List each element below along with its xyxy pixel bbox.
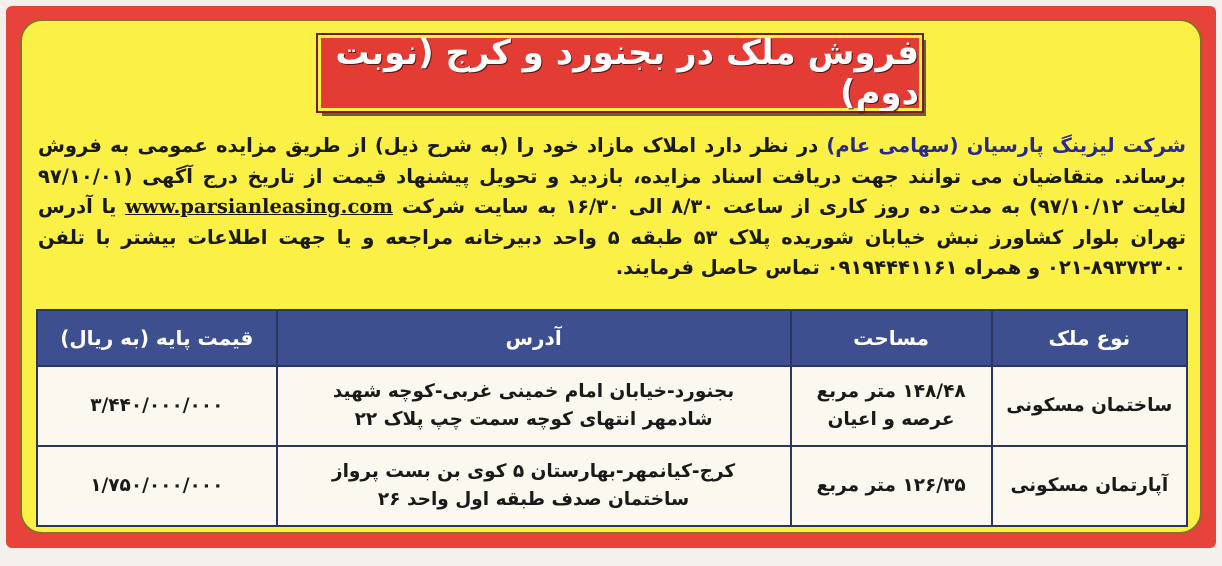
announcement-text bbox=[38, 131, 1186, 284]
title-banner bbox=[318, 35, 922, 111]
table-header-row bbox=[37, 310, 1187, 366]
header-price: قیمت پایه (به ریال) bbox=[37, 310, 277, 366]
ad-frame bbox=[6, 6, 1216, 548]
cell-address-line: شادمهر انتهای کوچه سمت چپ پلاک ۲۲ bbox=[354, 409, 713, 430]
cell-type: آپارتمان مسکونی bbox=[992, 446, 1187, 526]
header-address: آدرس bbox=[277, 310, 791, 366]
cell-price: ۱/۷۵۰/۰۰۰/۰۰۰ bbox=[37, 446, 277, 526]
header-type: نوع ملک bbox=[992, 310, 1187, 366]
announcement-part-1: در نظر دارد املاک مازاد خود را (به شرح ذیل) از طریق مزایده عمومی به فروش برساند. متقاضیان می توانند جهت دریافت اسناد مزایده، بازدید و تحویل پیشنهاد قیمت از تاریخ درج آگهی (۹۷/۱۰/۰۱ لغایت ۹۷/۱۰/۱۲) به مدت ده روز کاری از ساعت ۸/۳۰ الی ۱۶/۳۰ به سایت شرکت bbox=[38, 134, 1186, 218]
header-area: مساحت bbox=[791, 310, 992, 366]
cell-address bbox=[277, 446, 791, 526]
announcement-part-2: یا آدرس تهران بلوار کشاورز نبش خیابان شوریده پلاک ۵۳ طبقه ۵ واحد دبیرخانه مراجعه و یا جهت اطلاعات بیشتر با تلفن ۸۹۳۷۲۳۰۰-۰۲۱ و همراه ۰۹۱۹۴۴۴۱۱۶۱ تماس حاصل فرمایند. bbox=[38, 195, 1187, 279]
page-title: فروش ملک در بجنورد و کرج (نوبت دوم) bbox=[335, 33, 919, 113]
company-name: شرکت لیزینگ پارسیان (سهامی عام) bbox=[826, 134, 1186, 157]
cell-address-line: بجنورد-خیابان امام خمینی غربی-کوچه شهید bbox=[332, 381, 735, 402]
website-link[interactable]: www.parsianleasing.com bbox=[125, 195, 393, 218]
ad-panel bbox=[20, 19, 1202, 534]
cell-address-line: ساختمان صدف طبقه اول واحد ۲۶ bbox=[377, 489, 690, 510]
cell-address-line: کرج-کیانمهر-بهارستان ۵ کوی بن بست پرواز bbox=[331, 461, 736, 482]
table-row bbox=[37, 366, 1187, 446]
cell-area bbox=[791, 446, 992, 526]
cell-area-line: ۱۴۸/۴۸ متر مربع bbox=[816, 381, 966, 402]
cell-area bbox=[791, 366, 992, 446]
cell-price: ۳/۴۴۰/۰۰۰/۰۰۰ bbox=[37, 366, 277, 446]
property-table bbox=[36, 309, 1188, 527]
cell-type: ساختمان مسکونی bbox=[992, 366, 1187, 446]
cell-area-line: ۱۲۶/۳۵ متر مربع bbox=[816, 475, 966, 496]
cell-area-line: عرصه و اعیان bbox=[827, 409, 955, 430]
cell-address bbox=[277, 366, 791, 446]
table-row bbox=[37, 446, 1187, 526]
